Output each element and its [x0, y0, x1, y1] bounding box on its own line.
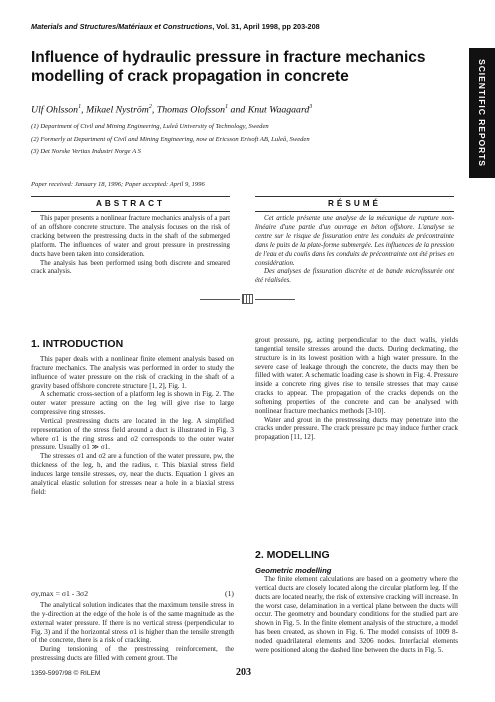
subsection-heading-geometric: Geometric modelling [255, 566, 332, 575]
body-paragraph: A schematic cross-section of a platform leg is shown in Fig. 2. The outer water pressure acting on the leg will give rise to large compressive ring stresses. [31, 390, 234, 417]
author-affiliation-mark: 2 [148, 104, 152, 110]
modelling-column [255, 575, 458, 655]
author-separator: , [81, 104, 86, 116]
intro-right-column [255, 336, 458, 442]
affiliation-text: Department of Civil and Mining Engineering, Luleå University of Technology, Sweden [40, 123, 269, 130]
body-paragraph: Water and grout in the prestressing ducts may penetrate into the cracks under pressure. The crack pressure pc may induce further crack propagation [11, 12]. [255, 415, 458, 442]
intro-left-column-continued [31, 601, 234, 663]
affiliation-item: (2) Formerly at Department of Civil and Mining Engineering, now at Ericsson Erisoft AB, Luleå, Sweden [31, 135, 310, 143]
body-paragraph: The stresses σ1 and σ2 are a function of the water pressure, pw, the thickness of the leg, h, and the radius, r. This biaxial stress field induces large tensile stresses, σy, near the ducts. Equation 1 gives an analytical elastic solution for stresses near a hole in a biaxial stress field: [31, 452, 234, 496]
page-number: 203 [236, 667, 251, 678]
paper-title: Influence of hydraulic pressure in fracture mechanics modelling of crack propagation in concrete [31, 49, 426, 85]
body-paragraph: The finite element calculations are based on a geometry where the vertical ducts are closely located along the circular platform leg. If the ducts are located nearly, the risk of extensive cracking will increase. In the worst case, delamination in a vertical plane between the ducts will occur. The geometry and boundary conditions for the studied part are shown in Fig. 5. In the finite element analysis of the structure, a model has been created, as shown in Fig. 6. The model consists of 1009 8-noded quadrilateral elements and 3206 nodes. Interfacial elements were positioned along the dashed line between the ducts in Fig. 5. [255, 575, 458, 654]
journal-name: Materials and Structures/Matériaux et Constructions [31, 22, 213, 31]
divider-line [200, 299, 240, 300]
equation-1 [31, 589, 234, 598]
section-banner [469, 48, 495, 178]
intro-left-column [31, 355, 234, 497]
resume-paragraph: Cet article présente une analyse de la mécanique de rupture non-linéaire d'une partie d'un ouvrage en béton offshore. L'analyse se centre sur le risque de fissuration entre les conduits de précontrainte dans le puits de la plate-forme submergée. Les influences de la pression de l'eau et du coulis dans les conduits de précontrainte ont été prises en considération. [255, 215, 454, 267]
journal-header [31, 22, 451, 31]
section-banner-label: SCIENTIFIC REPORTS [477, 59, 487, 167]
affiliation-text: Det Norske Veritas Industri Norge A S [40, 148, 141, 155]
abstract-paragraph: The analysis has been performed using both discrete and smeared crack analysis. [31, 259, 230, 276]
body-paragraph: Vertical prestressing ducts are located in the leg. A simplified representation of the stress field around a duct is illustrated in Fig. 3 where σ1 is the ring stress and σ2 corresponds to the outer water pressure. Usually σ1 ≫ σ1. [31, 416, 234, 452]
author-separator: and [228, 104, 248, 116]
affiliation-list [31, 121, 451, 159]
body-paragraph: This paper deals with a nonlinear finite element analysis based on fracture mechanics. The analysis was performed in order to study the influence of water pressure on the risk of cracking in the shaft of a gravity based offshore concrete structure [1, 2], Fig. 1. [31, 355, 234, 390]
body-paragraph: grout pressure, pg, acting perpendicular to the duct walls, yields tangential tensile stresses around the ducts. During deckmating, the structure is in its lowest position with a high water pressure. In the severe case of leakage through the concrete, the ducts may then be filled with water. A schematic loading case is shown in Fig. 4. Pressure inside a concrete ring gives rise to tensile stresses that may cause cracks to appear. The propagation of the cracks depends on the softening properties of the concrete and can be analysed with nonlinear fracture mechanics methods [3-10]. [255, 336, 458, 415]
resume-heading: RÉSUMÉ [255, 196, 454, 212]
author-list [31, 104, 451, 115]
footer-issn: 1359-5997/98 © RILEM [31, 670, 101, 677]
equation-body: σy,max = σ1 - 3σ2 [31, 589, 89, 598]
author-affiliation-mark: 1 [78, 104, 82, 110]
abstract-paragraph: This paper presents a nonlinear fracture mechanics analysis of a part of an offshore concrete structure. The analysis focuses on the risk of cracking between the prestressing ducts in the shaft of the submerged platform. The influences of water and grout pressure in prestressing ducts have been taken into consideration. [31, 215, 230, 258]
author-affiliation-mark: 1 [225, 104, 229, 110]
affiliation-item: (3) Det Norske Veritas Industri Norge A S [31, 148, 141, 155]
affiliation-number: 1 [33, 123, 37, 130]
ornament-divider [200, 294, 295, 304]
author-affiliation-mark: 3 [309, 104, 313, 110]
resume-paragraph: Des analyses de fissuration discrète et de bande microfissurée ont été réalisées. [255, 268, 454, 285]
divider-ornament-icon [242, 294, 253, 304]
body-paragraph: During tensioning of the prestressing reinforcement, the prestressing ducts are filled with cement grout. The [31, 645, 234, 663]
divider-line [255, 299, 295, 300]
body-paragraph: The analytical solution indicates that the maximum tensile stress in the y-direction at the edge of the hole is of the same magnitude as the external water pressure. If there is no vertical stress (perpendicular to Fig. 3) and if the horizontal stress σ1 is higher than the tensile strength of the concrete, there is a risk of cracking. [31, 601, 234, 645]
abstract-body [31, 215, 230, 277]
submission-dates: Paper received: January 18, 1996; Paper accepted: April 9, 1996 [31, 181, 205, 188]
author-name: Knut Waagaard [247, 104, 310, 116]
author-name: Ulf Ohlsson [31, 104, 79, 116]
affiliation-number: 2 [33, 135, 37, 143]
resume-body [255, 215, 454, 286]
equation-number: (1) [225, 589, 234, 598]
abstract-heading: ABSTRACT [31, 196, 230, 212]
affiliation-item: (1) Department of Civil and Mining Engineering, Luleå University of Technology, Sweden [31, 123, 269, 130]
affiliation-number: 3 [33, 148, 37, 155]
author-name: Thomas Olofsson [156, 104, 226, 116]
author-name: Mikael Nyström [86, 104, 149, 116]
affiliation-text: Formerly at Department of Civil and Mining Engineering, now at Ericsson Erisoft AB, Luleå, Sweden [40, 135, 310, 143]
journal-issue: , Vol. 31, April 1998, pp 203-208 [212, 22, 320, 31]
author-separator: , [151, 104, 157, 116]
section-heading-modelling: 2. MODELLING [255, 549, 330, 561]
section-heading-introduction: 1. INTRODUCTION [31, 338, 124, 350]
